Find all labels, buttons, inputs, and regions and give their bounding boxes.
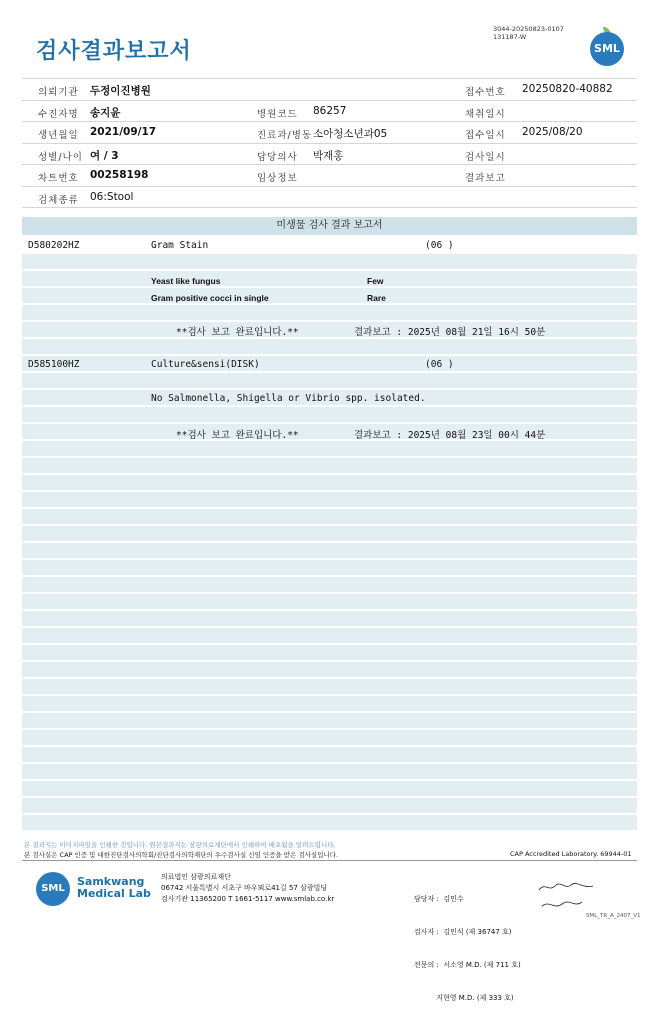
table-row-stripe bbox=[22, 679, 637, 694]
result-section-title: 미생물 검사 결과 보고서 bbox=[22, 217, 637, 235]
table-row-stripe bbox=[22, 271, 637, 286]
finding-name-2: Gram positive cocci in single bbox=[151, 293, 269, 303]
info-value: 박재홍 bbox=[313, 149, 344, 162]
lab-address-street: 06742 서울특별시 서초구 바우뫼로41길 57 삼광빌딩 bbox=[161, 884, 328, 892]
table-row-stripe bbox=[22, 730, 637, 745]
info-value: 86257 bbox=[313, 104, 347, 117]
finding-value-2: Rare bbox=[367, 293, 386, 303]
info-label: 생년월일 bbox=[38, 130, 79, 141]
info-value: 여 / 3 bbox=[90, 149, 119, 162]
table-row-stripe bbox=[22, 781, 637, 796]
table-row-stripe bbox=[22, 594, 637, 609]
test-name-2: Culture&sensi(DISK) bbox=[151, 359, 260, 370]
info-label: 검체종류 bbox=[38, 194, 79, 206]
info-label: 병원코드 bbox=[257, 108, 298, 120]
table-row-stripe bbox=[22, 611, 637, 626]
table-row-stripe bbox=[22, 628, 637, 643]
info-value: 06:Stool bbox=[90, 190, 134, 203]
info-label: 채취일시 bbox=[465, 108, 506, 120]
info-value: 송지윤 bbox=[90, 106, 121, 119]
table-row-stripe bbox=[22, 475, 637, 490]
lab-address-contact: 검사기관 11365200 T 1661-5117 www.smlab.co.kr bbox=[161, 895, 335, 903]
signature-icon-2 bbox=[540, 898, 585, 912]
footer-logo-line-2: Medical Lab bbox=[77, 887, 151, 900]
reference-code bbox=[493, 25, 564, 41]
table-row-stripe bbox=[22, 492, 637, 507]
table-row-stripe bbox=[22, 458, 637, 473]
table-row-stripe bbox=[22, 526, 637, 541]
info-value: 00258198 bbox=[90, 169, 149, 181]
table-row-stripe bbox=[22, 339, 637, 354]
completion-message-2: **검사 보고 완료입니다.** bbox=[176, 430, 299, 441]
table-row-stripe bbox=[22, 645, 637, 660]
sml-logo: SML bbox=[590, 32, 624, 66]
completion-message-1: **검사 보고 완료입니다.** bbox=[176, 327, 299, 338]
info-value: 2021/09/17 bbox=[90, 126, 157, 138]
staff-specialist-1: 전문의 : 서소영 M.D. (제 711 호) bbox=[414, 961, 521, 969]
info-row bbox=[22, 78, 637, 101]
footer-divider bbox=[22, 860, 637, 861]
info-row bbox=[22, 101, 637, 123]
info-label: 결과보고 bbox=[465, 173, 506, 184]
info-label: 검사일시 bbox=[465, 151, 506, 163]
finding-value-1: Few bbox=[367, 276, 384, 286]
table-row-stripe bbox=[22, 764, 637, 779]
table-row-stripe bbox=[22, 509, 637, 524]
info-label: 접수번호 bbox=[465, 87, 506, 98]
finding-name-1: Yeast like fungus bbox=[151, 276, 221, 286]
table-row-stripe bbox=[22, 305, 637, 320]
info-row bbox=[22, 144, 637, 166]
table-row-stripe bbox=[22, 713, 637, 728]
cap-accreditation: CAP Accredited Laboratory. 69944-01 bbox=[510, 850, 632, 858]
patient-info-table bbox=[22, 78, 637, 208]
table-row-stripe bbox=[22, 254, 637, 269]
staff-tester: 검사자 : 김민식 (제 36747 호) bbox=[414, 928, 512, 936]
reference-code-line-2: 131187-W bbox=[493, 33, 527, 41]
image-notice: 본 결과지는 이미지파일을 인쇄한 것입니다. 원본결과지는 삼광의료재단에서 인쇄하여 배포됨을 알려드립니다. bbox=[24, 841, 336, 849]
table-row-stripe bbox=[22, 696, 637, 711]
table-row-stripe bbox=[22, 407, 637, 422]
table-row-stripe bbox=[22, 356, 637, 371]
info-row bbox=[22, 122, 637, 144]
table-row-stripe bbox=[22, 798, 637, 813]
info-value: 소아청소년과05 bbox=[313, 128, 388, 140]
test-specimen-1: (06 ) bbox=[425, 240, 454, 251]
lab-address bbox=[161, 872, 334, 905]
info-label: 성별/나이 bbox=[38, 151, 83, 163]
info-label: 임상정보 bbox=[257, 173, 298, 184]
completion-time-1: 결과보고 : 2025년 08월 21일 16시 50분 bbox=[354, 327, 546, 338]
info-label: 수진자명 bbox=[38, 108, 79, 120]
document-id: SML_TR_A_2407_V1 bbox=[586, 913, 641, 919]
certification-notice: 본 검사실은 CAP 인증 및 대한진단검사의학회/진단검사의학재단의 우수검사실 신임 인증을 받은 검사실입니다. bbox=[24, 851, 339, 859]
footer-logo-line-1: Samkwang bbox=[77, 875, 145, 888]
test-name-1: Gram Stain bbox=[151, 240, 209, 251]
info-label: 진료과/병동 bbox=[257, 130, 313, 141]
footer-logo-icon: SML bbox=[36, 872, 70, 906]
table-row-stripe bbox=[22, 288, 637, 303]
info-label: 담당의사 bbox=[257, 151, 298, 163]
test-code-2: D585100HZ bbox=[28, 359, 80, 370]
table-row-stripe bbox=[22, 560, 637, 575]
staff-manager: 담당자 : 김민수 bbox=[414, 895, 464, 903]
table-row-stripe bbox=[22, 815, 637, 830]
signature-icon bbox=[537, 880, 597, 894]
completion-time-2: 결과보고 : 2025년 08월 23일 00시 44분 bbox=[354, 430, 546, 441]
table-row-stripe bbox=[22, 543, 637, 558]
culture-result: No Salmonella, Shigella or Vibrio spp. isolated. bbox=[151, 393, 426, 404]
info-value: 20250820-40882 bbox=[522, 83, 613, 95]
staff-specialist-2: 지현영 M.D. (제 333 호) bbox=[414, 994, 514, 1002]
table-row-stripe bbox=[22, 577, 637, 592]
info-label: 차트번호 bbox=[38, 173, 79, 184]
table-row-stripe bbox=[22, 747, 637, 762]
table-row-stripe bbox=[22, 441, 637, 456]
test-specimen-2: (06 ) bbox=[425, 359, 454, 370]
table-row-stripe bbox=[22, 662, 637, 677]
reference-code-line-1: 3044-20250823-0107 bbox=[493, 25, 564, 33]
lab-address-name: 의료법인 삼광의료재단 bbox=[161, 873, 231, 881]
footer-logo-text bbox=[77, 876, 151, 900]
report-title: 검사결과보고서 bbox=[36, 39, 192, 64]
info-row bbox=[22, 165, 637, 187]
info-value: 2025/08/20 bbox=[522, 126, 583, 138]
info-row bbox=[22, 187, 637, 209]
info-label: 접수일시 bbox=[465, 130, 506, 141]
staff-list bbox=[414, 872, 521, 1015]
info-label: 의뢰기관 bbox=[38, 87, 79, 98]
table-row-stripe bbox=[22, 373, 637, 388]
test-code-1: D580202HZ bbox=[28, 240, 80, 251]
info-value: 두정이진병원 bbox=[90, 85, 151, 97]
